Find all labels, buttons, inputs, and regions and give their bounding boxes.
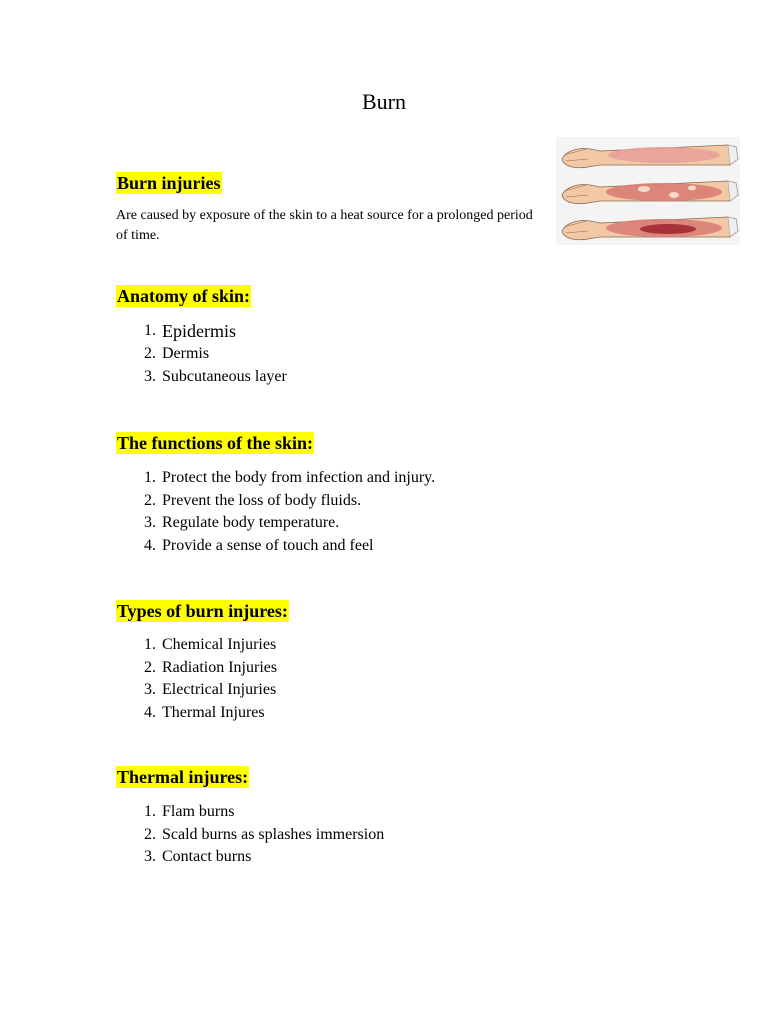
arm-superficial-burn (562, 145, 738, 168)
section-burn-injuries (116, 172, 546, 246)
list-item-text: Thermal Injures (162, 704, 265, 722)
list-item-text: Electrical Injuries (162, 681, 277, 699)
list-item (138, 512, 435, 535)
list-item-text: Chemical Injuries (162, 636, 277, 653)
anatomy-list (138, 319, 287, 388)
list-number: 1. (144, 636, 156, 653)
functions-list (138, 467, 435, 558)
section-heading: The functions of the skin: (117, 433, 314, 453)
list-item (138, 490, 435, 513)
list-number: 4. (144, 537, 156, 555)
list-item-text: Prevent the loss of body fluids. (162, 491, 362, 509)
list-number: 3. (144, 514, 156, 532)
list-item (138, 824, 384, 847)
section-paragraph: Are caused by exposure of the skin to a heat source for a prolonged period of time. (116, 208, 533, 243)
list-item (138, 343, 287, 366)
list-number: 1. (144, 803, 156, 820)
list-item (138, 702, 311, 725)
list-item (138, 846, 384, 869)
list-item (138, 634, 311, 657)
section-functions (116, 432, 436, 558)
list-number: 3. (144, 848, 156, 866)
list-item (138, 366, 287, 389)
section-heading: Anatomy of skin: (117, 286, 251, 306)
section-anatomy (116, 285, 287, 388)
list-item-text: Regulate body temperature. (162, 514, 340, 532)
section-thermal (116, 766, 385, 869)
list-item-text: Provide a sense of touch and feel (162, 537, 374, 555)
list-item (138, 679, 311, 702)
list-item-text: Radiation Injuries (162, 658, 278, 676)
list-item (138, 467, 435, 490)
list-number: 1. (144, 469, 156, 486)
list-item-text: Protect the body from infection and injury. (162, 469, 436, 486)
list-number: 4. (144, 704, 156, 722)
burned-arms-icon (556, 137, 740, 245)
list-number: 2. (144, 825, 156, 843)
thermal-list (138, 801, 384, 869)
list-number: 3. (144, 681, 156, 699)
section-heading: Thermal injures: (117, 767, 249, 787)
list-number: 2. (144, 491, 156, 509)
list-item-text: Epidermis (162, 321, 236, 341)
list-item-text: Contact burns (162, 848, 252, 866)
list-item-text: Dermis (162, 345, 210, 362)
list-item (138, 535, 435, 558)
list-item-text: Scald burns as splashes immersion (162, 825, 385, 843)
types-list (138, 634, 311, 725)
arm-partial-thickness-burn (562, 181, 738, 204)
list-item (138, 319, 287, 343)
list-item (138, 801, 384, 824)
page-title: Burn (362, 89, 406, 114)
section-heading: Types of burn injures: (117, 601, 288, 621)
burned-arms-illustration (556, 137, 740, 245)
list-number: 2. (144, 658, 156, 676)
list-number: 3. (144, 367, 156, 385)
arm-full-thickness-burn (562, 217, 738, 240)
list-item-text: Flam burns (162, 803, 235, 820)
section-heading: Burn injuries (117, 173, 221, 193)
list-item-text: Subcutaneous layer (162, 367, 287, 385)
list-number: 2. (144, 345, 156, 362)
list-number: 1. (144, 322, 156, 339)
section-types (116, 600, 289, 725)
list-item (138, 657, 311, 680)
